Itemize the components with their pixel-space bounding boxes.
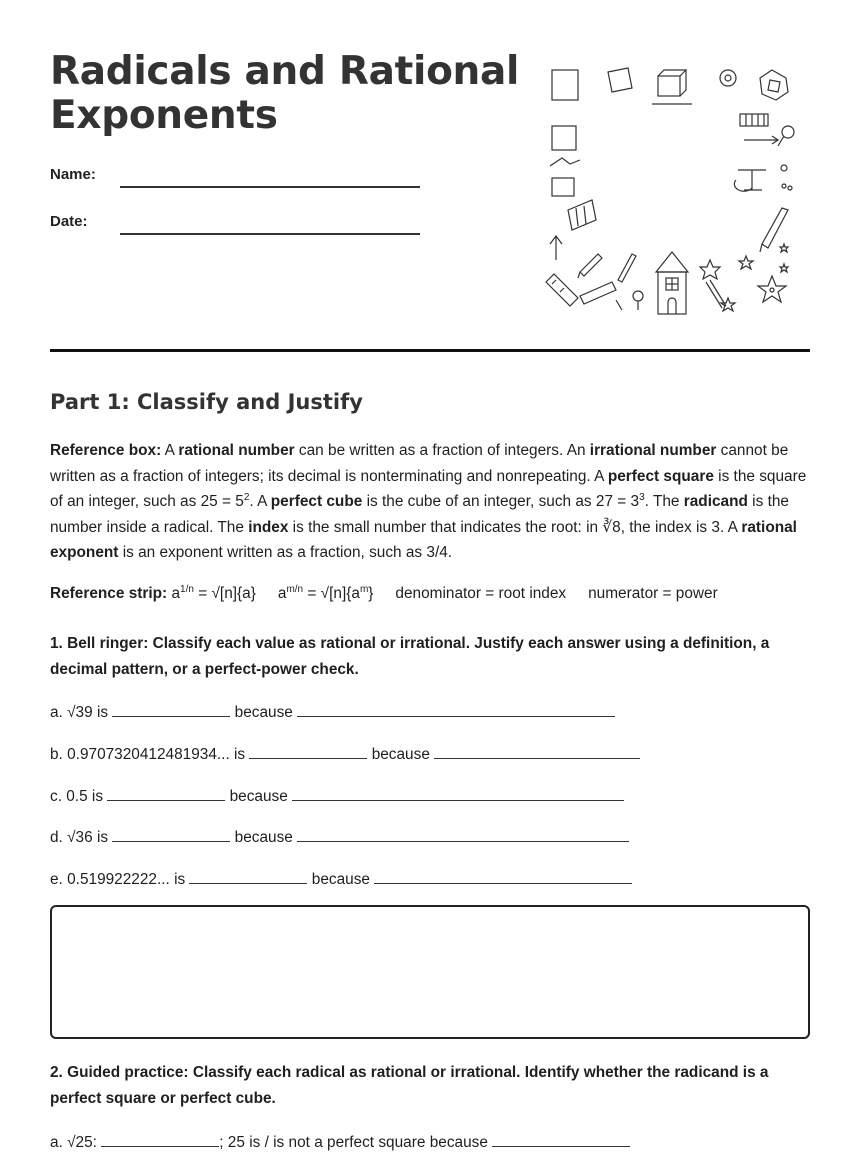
pencil-icon: [616, 300, 622, 310]
justification-blank[interactable]: [297, 827, 629, 842]
star-icon: [721, 298, 735, 311]
classification-blank[interactable]: [107, 786, 225, 801]
arrow-icon: [744, 136, 778, 144]
math-doodles-decoration: [540, 60, 810, 320]
justification-blank[interactable]: [374, 869, 632, 884]
abacus-icon: [740, 114, 768, 126]
date-label: Date:: [50, 213, 88, 230]
circle-icon: [781, 165, 792, 190]
section-divider: [50, 349, 810, 352]
reference-box: Reference box: A rational number can be written as a fraction of integers. An irrational number cannot be written as a fraction of integers; its decimal is nonterminating and nonrepeating. A perfect square is the square of an integer, such as $25 = 5^2$. A perfect cube is the cube of an integer, such as $27 = 3^3$. The radicand is the number inside a radical. The index is the small number that indicates the root: in ∛8, the index is 3. A rational exponent is an exponent written as a fraction, such as 3/4.: [50, 442, 807, 562]
lightbulb-icon: [778, 126, 794, 146]
classification-blank[interactable]: [101, 1132, 219, 1147]
q1-item-b: b. 0.9707320412481934... is because: [50, 744, 640, 764]
square-icon: [552, 178, 574, 196]
classification-blank[interactable]: [112, 827, 230, 842]
answer-box[interactable]: [50, 905, 810, 1039]
balance-icon: [734, 170, 766, 191]
q2-item-a: a. √25: ; 25 is / is not a perfect square because: [50, 1132, 630, 1152]
square-icon: [608, 68, 632, 92]
classification-blank[interactable]: [249, 744, 367, 759]
square-icon: [552, 126, 576, 150]
star-icon: [758, 276, 786, 302]
star-icon: [700, 260, 720, 279]
lightbulb-icon: [633, 291, 643, 310]
arrow-icon: [550, 236, 562, 260]
star-icon: [739, 256, 753, 269]
classification-blank[interactable]: [112, 702, 230, 717]
reference-box-label: Reference box:: [50, 442, 162, 459]
arrow-icon: [550, 158, 580, 166]
justification-blank[interactable]: [297, 702, 615, 717]
justification-blank[interactable]: [434, 744, 640, 759]
star-icon: [780, 244, 788, 252]
page-title: Radicals and Rational Exponents: [50, 49, 520, 138]
name-field[interactable]: [120, 186, 420, 188]
justification-blank[interactable]: [292, 786, 624, 801]
q1-item-d: d. √36 is because: [50, 827, 629, 847]
date-field[interactable]: [120, 233, 420, 235]
house-icon: [656, 252, 688, 314]
polyhedron-icon: [760, 70, 788, 100]
polyhedron-icon: [720, 70, 736, 86]
question-2-prompt: 2. Guided practice: Classify each radical as rational or irrational. Identify whether the radicand is a perfect square or perfect cube.: [50, 1064, 769, 1107]
q1-item-c: c. 0.5 is because: [50, 786, 624, 806]
justification-blank[interactable]: [492, 1132, 630, 1147]
reference-strip: Reference strip: $a^{1/n} = √[n]\{a\} a^{m/n} = √[n]\{a^m\}$ denominator = root index numerator = power: [50, 583, 718, 602]
pencil-icon: [618, 254, 636, 282]
q1-item-e: e. 0.519922222... is because: [50, 869, 632, 889]
q1-item-a: a. √39 is because: [50, 702, 615, 722]
ruler-icon: [546, 274, 578, 306]
pencil-icon: [578, 254, 602, 278]
prism-icon: [568, 200, 596, 230]
star-icon: [780, 264, 788, 272]
square-icon: [552, 70, 578, 100]
reference-strip-label: Reference strip:: [50, 585, 168, 602]
cube-icon: [652, 70, 692, 104]
classification-blank[interactable]: [189, 869, 307, 884]
question-1-prompt: 1. Bell ringer: Classify each value as rational or irrational. Justify each answer using a definition, a decimal pattern, or a perfect-power check.: [50, 635, 770, 678]
name-label: Name:: [50, 166, 96, 183]
section-heading: Part 1: Classify and Justify: [50, 390, 363, 414]
ruler-icon: [580, 282, 616, 304]
